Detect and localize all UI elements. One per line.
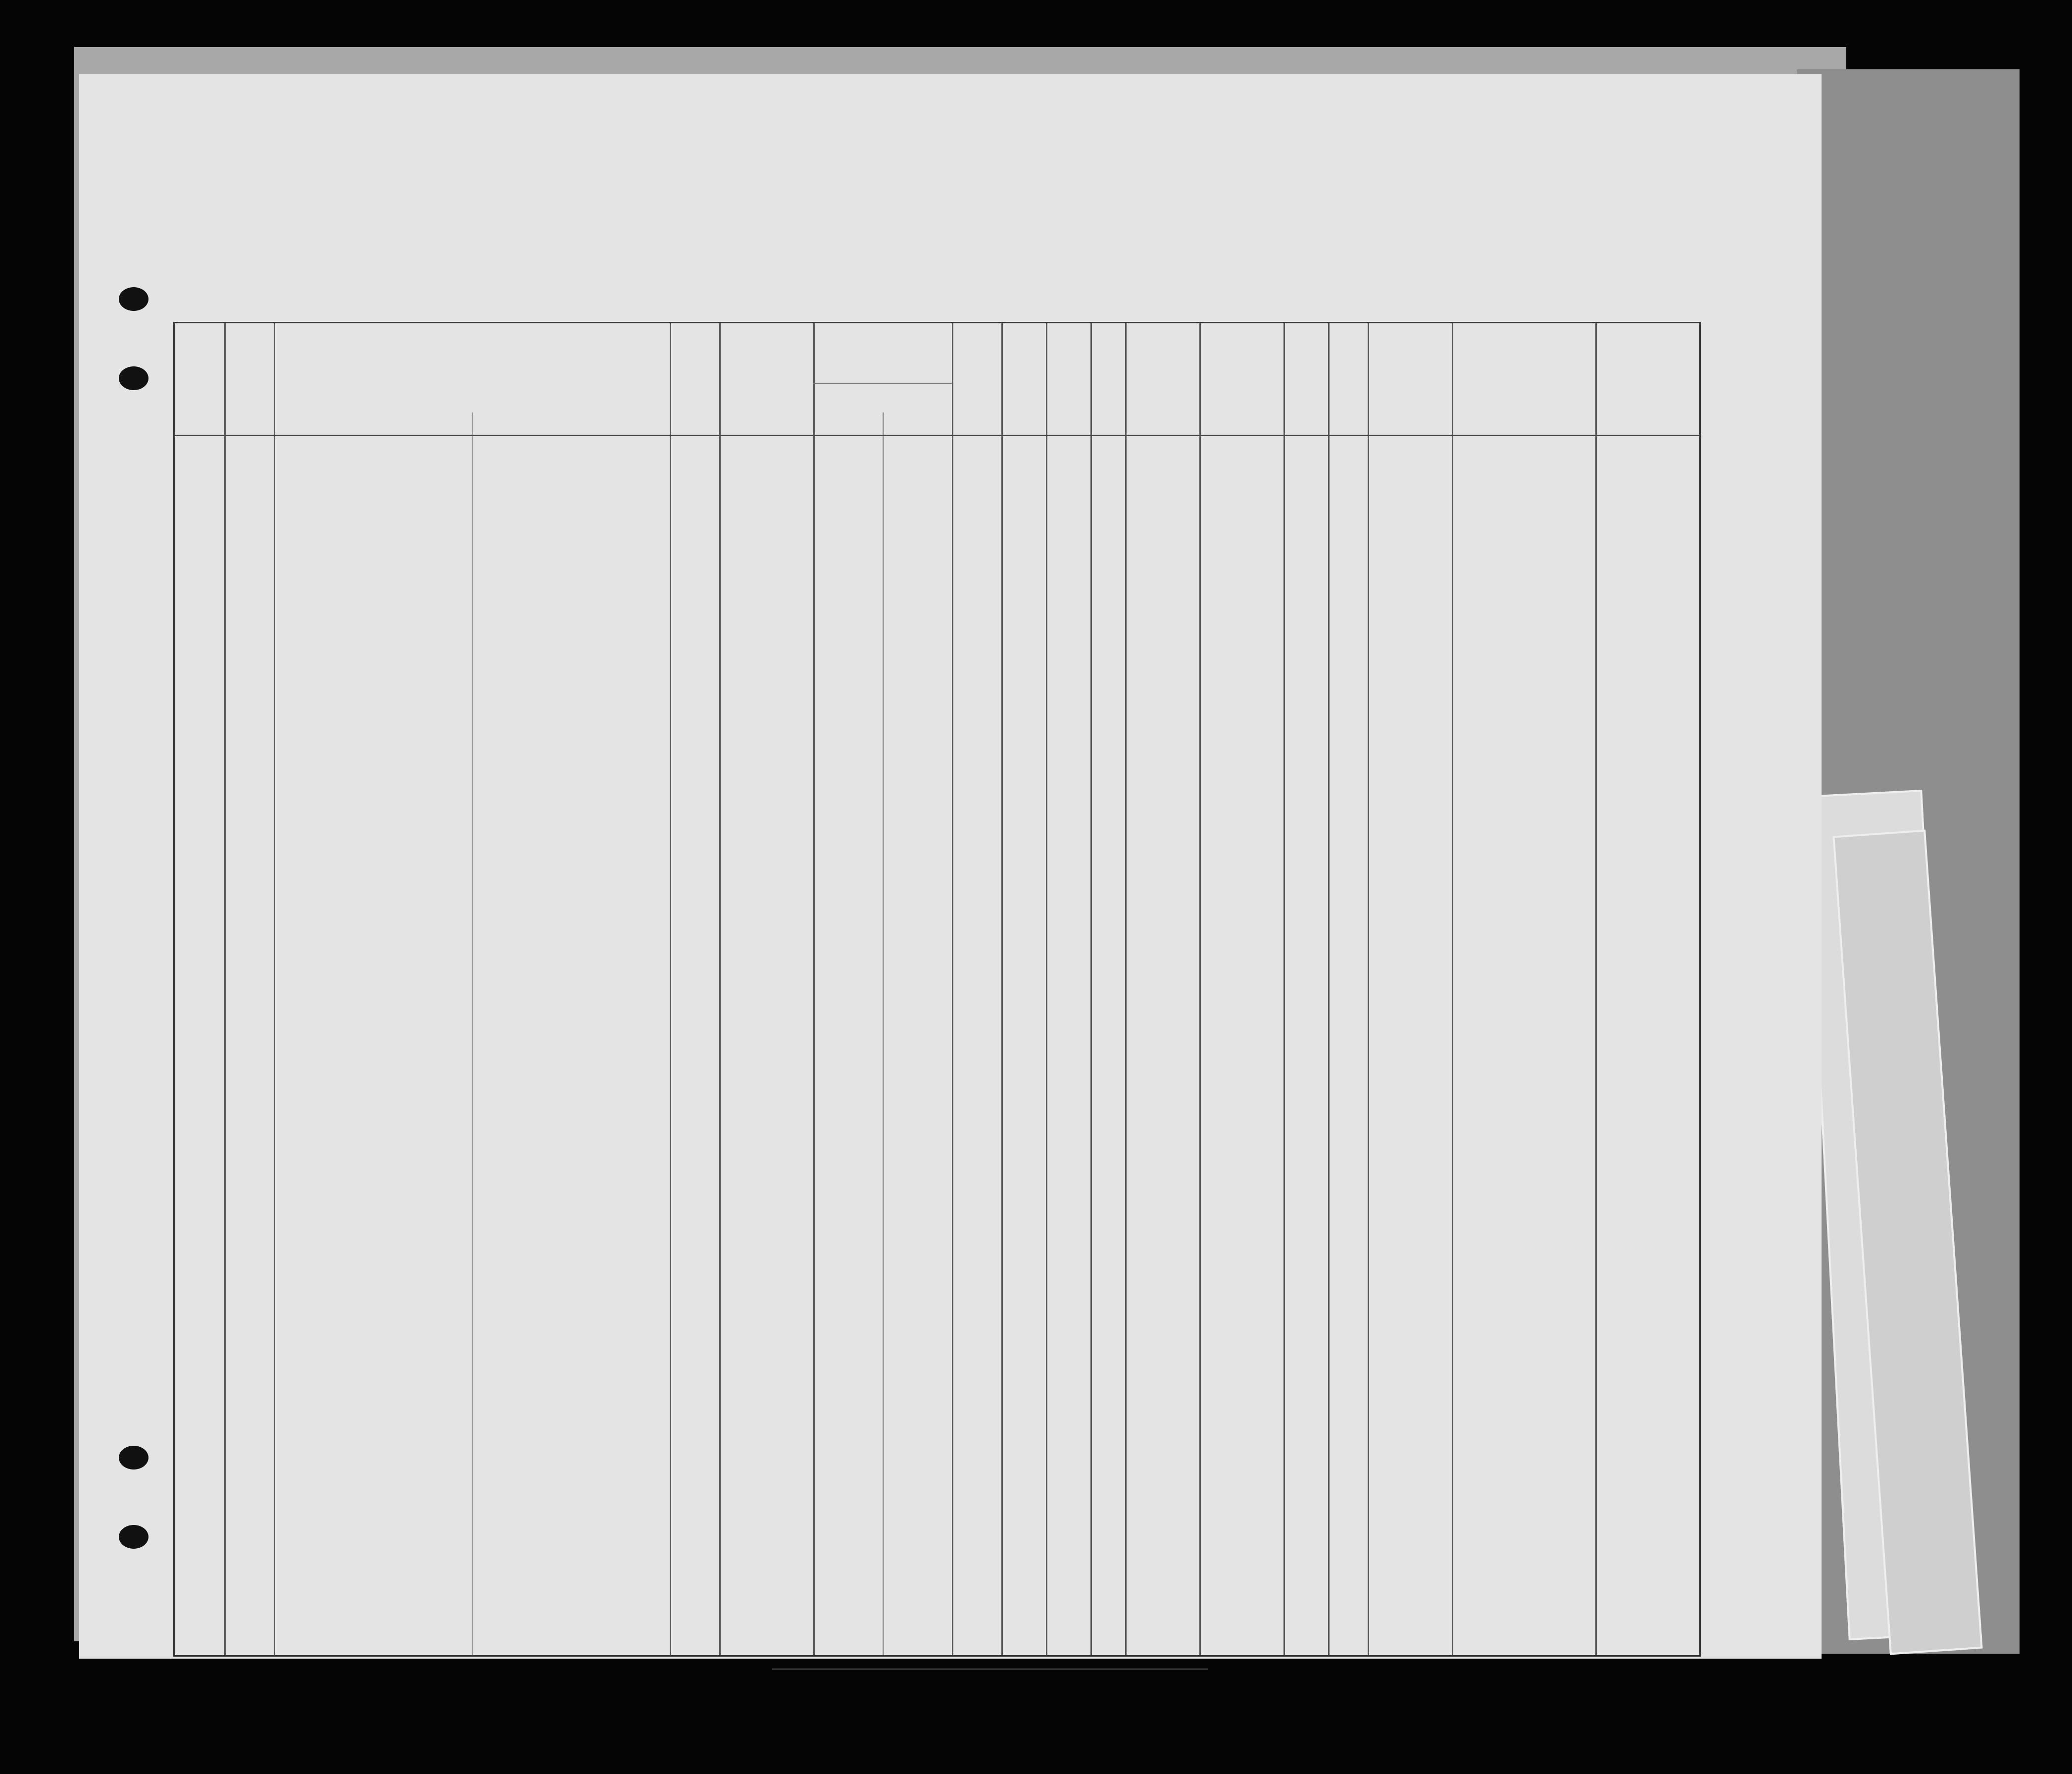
column-rule	[1125, 323, 1127, 1655]
sub-header-rule	[813, 383, 952, 384]
column-rule	[719, 323, 721, 1655]
column-rule	[1328, 323, 1330, 1655]
column-rule	[224, 323, 226, 1655]
column-rule	[670, 323, 671, 1655]
column-rule	[1046, 323, 1047, 1655]
punch-hole	[119, 1525, 148, 1549]
punch-hole	[119, 1446, 148, 1470]
punch-hole	[119, 366, 148, 390]
column-rule	[1001, 323, 1003, 1655]
column-rule	[952, 323, 953, 1655]
signature-line	[772, 1669, 1208, 1670]
column-rule	[1368, 323, 1369, 1655]
manifest-page	[79, 74, 1822, 1659]
sub-column-rule	[472, 412, 473, 1655]
column-rule	[1595, 323, 1597, 1655]
crew-table	[173, 322, 1701, 1657]
column-rule	[1090, 323, 1092, 1655]
column-rule	[813, 323, 815, 1655]
column-rule	[1452, 323, 1453, 1655]
header-rule	[175, 435, 1699, 436]
column-rule	[1283, 323, 1285, 1655]
punch-hole	[119, 287, 148, 311]
column-rule	[274, 323, 275, 1655]
sub-column-rule	[883, 412, 884, 1655]
column-rule	[1199, 323, 1201, 1655]
